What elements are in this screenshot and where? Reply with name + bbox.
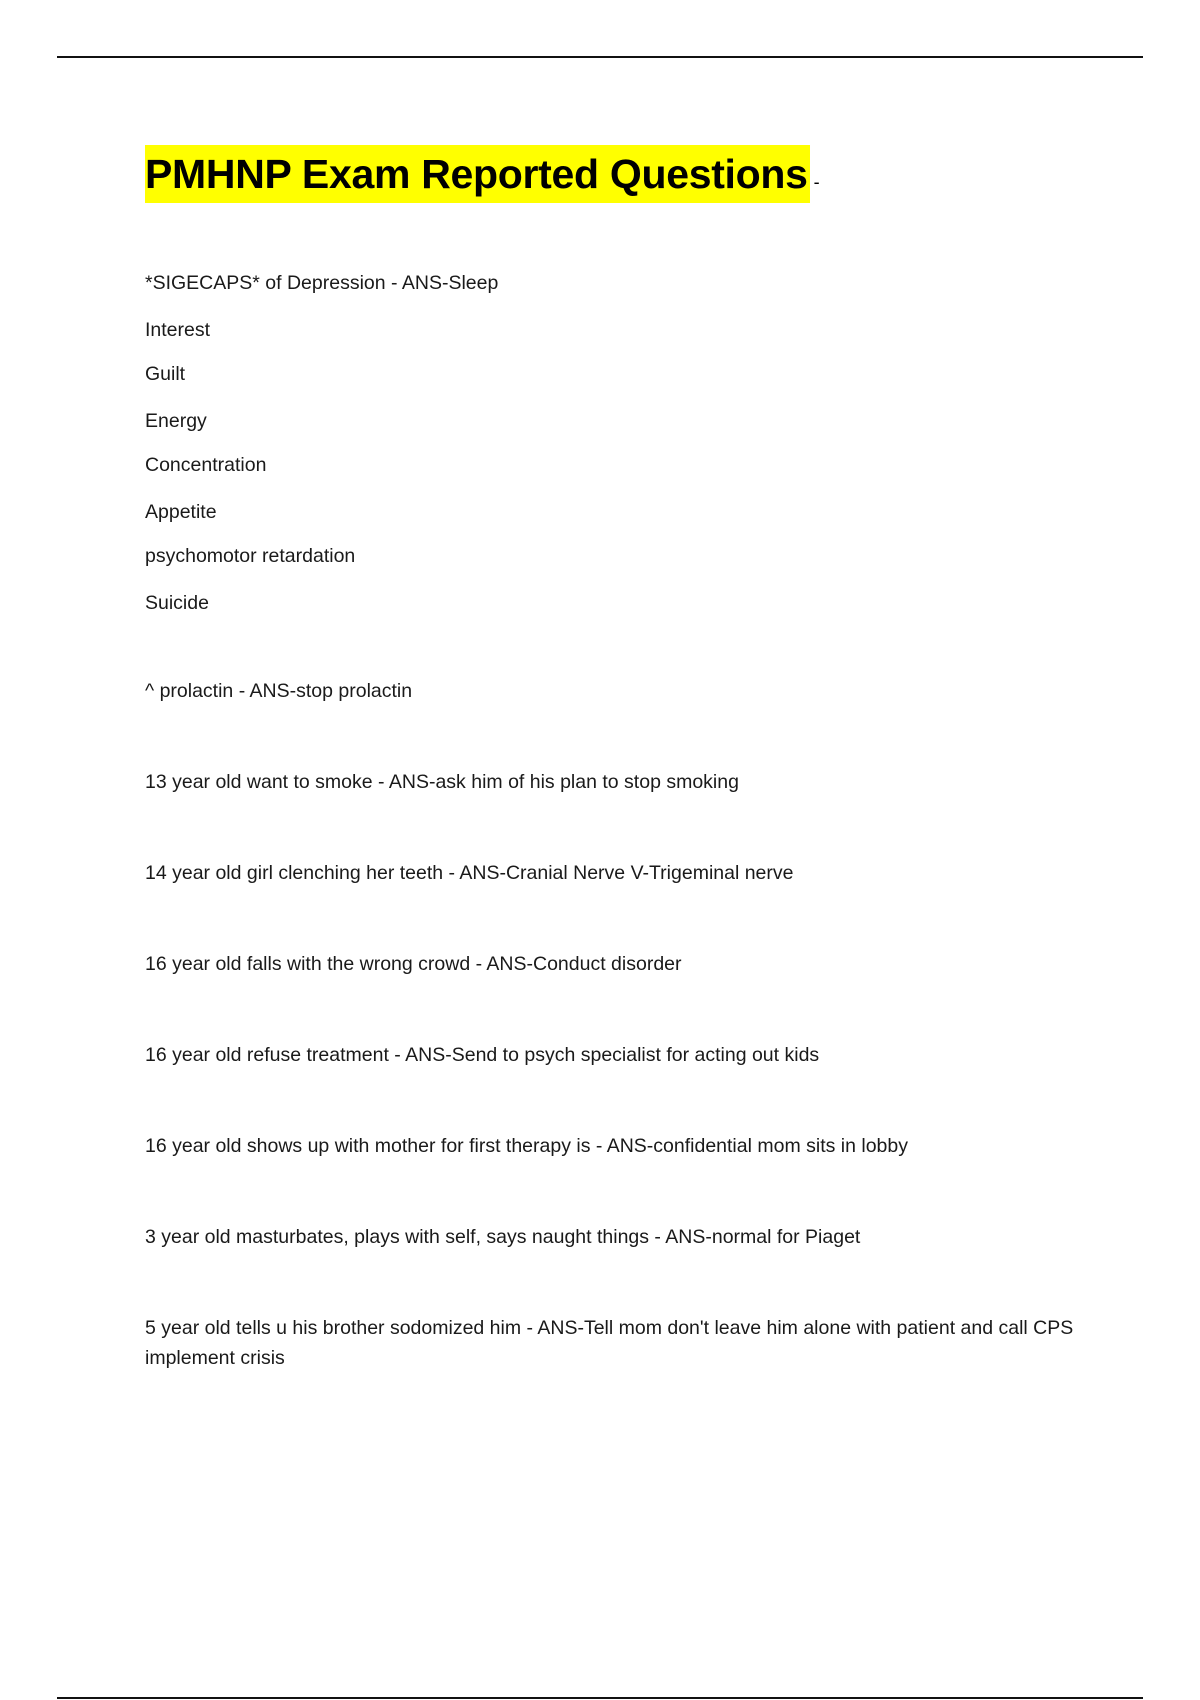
qa-item-prolactin: ^ prolactin - ANS-stop prolactin — [145, 680, 413, 702]
qa-item-teeth: 14 year old girl clenching her teeth - ANS-Cranial Nerve V-Trigeminal nerve — [145, 862, 794, 884]
qa-item-wrong-crowd: 16 year old falls with the wrong crowd - ANS-Conduct disorder — [145, 953, 682, 975]
text-line-concentration: Concentration — [145, 454, 267, 476]
header-rule — [57, 56, 1143, 58]
text-line-interest: Interest — [145, 319, 211, 341]
text-line-guilt: Guilt — [145, 363, 186, 385]
text-line-suicide: Suicide — [145, 592, 209, 614]
qa-item-smoke: 13 year old want to smoke - ANS-ask him of his plan to stop smoking — [145, 771, 739, 793]
qa-item-refuse-treatment: 16 year old refuse treatment - ANS-Send to psych specialist for acting out kids — [145, 1044, 820, 1066]
document-title: PMHNP Exam Reported Questions — [145, 145, 810, 203]
qa-item-piaget: 3 year old masturbates, plays with self, says naught things - ANS-normal for Piaget — [145, 1226, 861, 1248]
text-line-appetite: Appetite — [145, 501, 217, 523]
qa-item-cps: 5 year old tells u his brother sodomized him - ANS-Tell mom don't leave him alone with patient and call CPS implement crisis — [145, 1317, 1074, 1369]
footer-rule — [57, 1697, 1143, 1699]
qa-item-first-therapy: 16 year old shows up with mother for first therapy is - ANS-confidential mom sits in lobby — [145, 1135, 908, 1157]
title-suffix: - — [813, 172, 820, 192]
text-line-psychomotor: psychomotor retardation — [145, 545, 356, 567]
text-line-sigecaps: *SIGECAPS* of Depression - ANS-Sleep — [145, 272, 499, 294]
text-line-energy: Energy — [145, 410, 207, 432]
title-block — [145, 145, 820, 203]
